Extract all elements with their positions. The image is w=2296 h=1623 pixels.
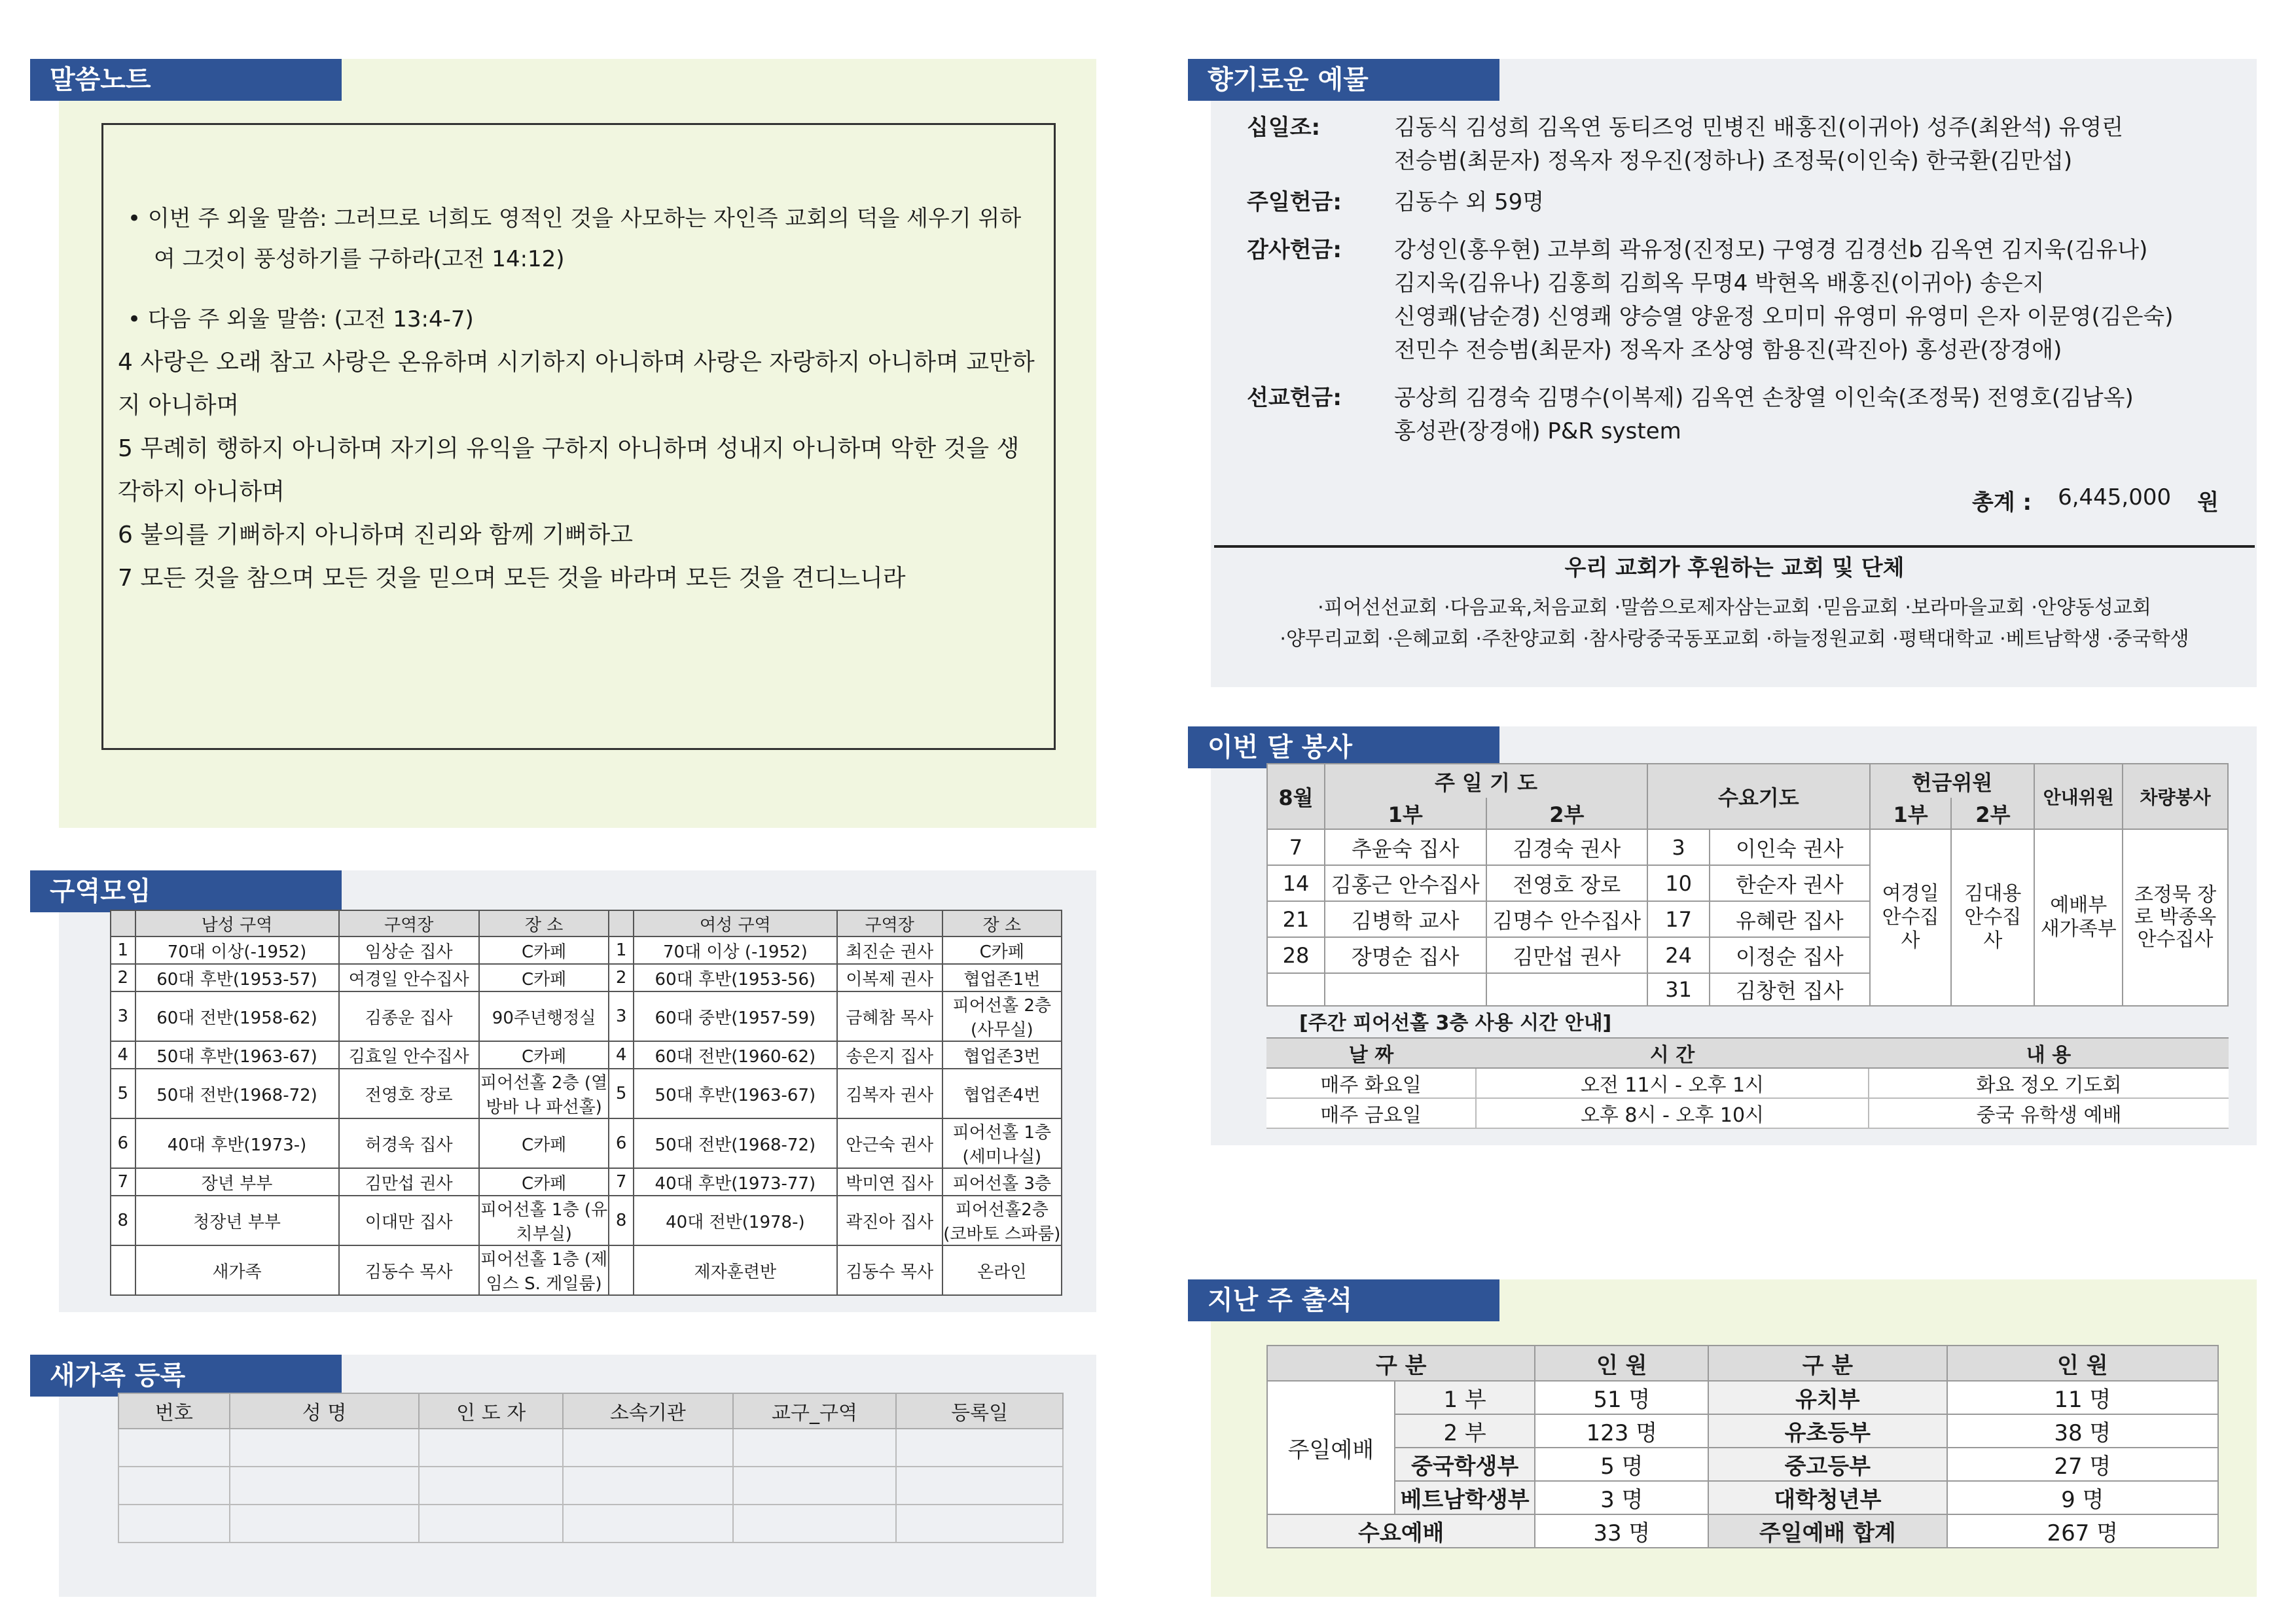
table-cell bbox=[1486, 973, 1648, 1006]
sunday-service-group: 주일예배 bbox=[1267, 1381, 1395, 1514]
table-cell: 60대 중반(1957-59) bbox=[634, 991, 837, 1041]
support-line-2: ·양무리교회 ·은혜교회 ·주찬양교회 ·참사랑중국동포교회 ·하늘정원교회 ·평택대학교 ·베트남학생 ·중국학생 bbox=[1280, 628, 2189, 651]
table-cell: 4 bbox=[609, 1041, 634, 1069]
table-cell: 9 명 bbox=[1947, 1481, 2218, 1514]
verse-6: 6 불의를 기뻐하지 아니하며 진리와 함께 기뻐하고 bbox=[118, 522, 634, 548]
table-cell bbox=[733, 1505, 897, 1543]
table-cell: 2 부 bbox=[1395, 1414, 1535, 1448]
table-cell: 화요 정오 기도회 bbox=[1869, 1068, 2229, 1098]
table-cell bbox=[419, 1429, 563, 1467]
table-row bbox=[1266, 1098, 2229, 1128]
table-row bbox=[1267, 1481, 2218, 1514]
guide-header: 안내위원 bbox=[2034, 764, 2123, 829]
table-row bbox=[1267, 1381, 2218, 1414]
sunday-total-count: 267 명 bbox=[1947, 1514, 2218, 1548]
offering-header: 향기로운 예물 bbox=[1188, 59, 1499, 101]
wed-prayer-header: 수요기도 bbox=[1647, 764, 1870, 829]
table-cell: 7 bbox=[1267, 829, 1325, 865]
total-value: 6,445,000 bbox=[2058, 484, 2172, 510]
table-cell bbox=[419, 1505, 563, 1543]
verse-5: 5 무례히 행하지 아니하며 자기의 유익을 구하지 아니하며 성내지 아니하며 악한 것을 생각하지 아니하며 bbox=[118, 435, 1020, 505]
table-cell: 김경숙 권사 bbox=[1486, 829, 1648, 865]
table-cell: 피어선홀 1층 (세미나실) bbox=[942, 1118, 1062, 1168]
table-cell bbox=[230, 1467, 420, 1505]
table-cell: 이인숙 권사 bbox=[1710, 829, 1870, 865]
table-cell: 피어선홀 2층 (사무실) bbox=[942, 991, 1062, 1041]
col-men-district: 남성 구역 bbox=[135, 910, 339, 936]
col-time: 시 간 bbox=[1476, 1038, 1869, 1068]
col-date: 등록일 bbox=[896, 1393, 1063, 1429]
month-cell: 8월 bbox=[1267, 764, 1325, 829]
table-cell: 피어선홀 1층 (제임스 S. 게일룸) bbox=[479, 1245, 609, 1295]
table-row bbox=[111, 1069, 1062, 1118]
table-row bbox=[1267, 829, 2228, 865]
table-cell: 1 부 bbox=[1395, 1381, 1535, 1414]
table-cell bbox=[896, 1467, 1063, 1505]
col-content: 내 용 bbox=[1869, 1038, 2229, 1068]
table-row bbox=[111, 1168, 1062, 1196]
table-cell: C카페 bbox=[479, 964, 609, 991]
support-title: 우리 교회가 후원하는 교회 및 단체 bbox=[1564, 555, 1905, 581]
table-cell: 한순자 권사 bbox=[1710, 865, 1870, 901]
table-cell: 14 bbox=[1267, 865, 1325, 901]
table-cell: 1 bbox=[111, 936, 135, 964]
table-cell bbox=[230, 1429, 420, 1467]
table-cell: 장년 부부 bbox=[135, 1168, 339, 1196]
table-cell: C카페 bbox=[479, 936, 609, 964]
table-cell: C카페 bbox=[479, 1168, 609, 1196]
wednesday-label: 수요예배 bbox=[1267, 1514, 1535, 1548]
table-cell: 2 bbox=[609, 964, 634, 991]
thanks-offering-label: 감사헌금: bbox=[1247, 237, 1342, 263]
table-cell: 38 명 bbox=[1947, 1414, 2218, 1448]
mission-offering-label: 선교헌금: bbox=[1247, 385, 1342, 411]
table-cell: 피어선홀 2층 (열방바 나 파선홀) bbox=[479, 1069, 609, 1118]
table-cell: 60대 전반(1958-62) bbox=[135, 991, 339, 1041]
table-cell: 40대 전반(1978-) bbox=[634, 1196, 837, 1245]
col-count-right: 인 원 bbox=[1947, 1346, 2218, 1381]
service-header: 이번 달 봉사 bbox=[1188, 726, 1499, 768]
table-cell: 1 bbox=[609, 936, 634, 964]
table-cell: 베트남학생부 bbox=[1395, 1481, 1535, 1514]
table-cell: 40대 후반(1973-77) bbox=[634, 1168, 837, 1196]
total-label: 총계 : bbox=[1971, 490, 2032, 516]
table-cell: 70대 이상(-1952) bbox=[135, 936, 339, 964]
support-line-1: ·피어선선교회 ·다음교육,처음교회 ·말씀으로제자삼는교회 ·믿음교회 ·보라마을교회 ·안양동성교회 bbox=[1318, 596, 2151, 619]
table-cell: 김동수 목사 bbox=[837, 1245, 942, 1295]
table-cell bbox=[1267, 973, 1325, 1006]
tithe-label: 십일조: bbox=[1247, 115, 1321, 141]
col-women-place: 장 소 bbox=[942, 910, 1062, 936]
table-cell: 50대 후반(1963-67) bbox=[135, 1041, 339, 1069]
table-cell: 안근숙 권사 bbox=[837, 1118, 942, 1168]
col-category-left: 구 분 bbox=[1267, 1346, 1535, 1381]
table-cell: 60대 후반(1953-56) bbox=[634, 964, 837, 991]
attendance-header: 지난 주 출석 bbox=[1188, 1279, 1499, 1321]
table-cell: 김종운 집사 bbox=[339, 991, 479, 1041]
table-cell: 여경일 안수집사 bbox=[339, 964, 479, 991]
table-row bbox=[1267, 1414, 2218, 1448]
table-row bbox=[1267, 1514, 2218, 1548]
table-cell: 27 명 bbox=[1947, 1448, 2218, 1481]
car-cell: 조정묵 장로 박종옥 안수집사 bbox=[2123, 829, 2228, 1006]
table-cell: 중고등부 bbox=[1708, 1448, 1946, 1481]
table-cell: 70대 이상 (-1952) bbox=[634, 936, 837, 964]
table-cell: 매주 화요일 bbox=[1266, 1068, 1476, 1098]
next-week-verse: • 다음 주 외울 말씀: (고전 13:4-7) bbox=[128, 306, 474, 332]
sermon-box bbox=[101, 123, 1056, 750]
table-cell: 7 bbox=[111, 1168, 135, 1196]
table-cell: 50대 전반(1968-72) bbox=[135, 1069, 339, 1118]
table-cell: 8 bbox=[111, 1196, 135, 1245]
thanks-offering-row: 감사헌금: 강성인(홍우현) 고부희 곽유정(진정모) 구영경 김경선b 김옥연 김지욱(김유나) 김지욱(김유나) 김홍희 김희옥 무명4 박현옥 배홍진(이귀아) 송은지 신영쾌(남순경) 신영쾌 양승열 양윤정 오미미 유영미 유영미 은자 이문영(김은숙) 전민수 전승범(최문자) 정옥자 조상영 함용진(곽진아) 홍성관(장경애) bbox=[1247, 234, 2229, 367]
table-cell: 11 명 bbox=[1947, 1381, 2218, 1414]
col-name: 성 명 bbox=[230, 1393, 420, 1429]
table-cell bbox=[563, 1467, 733, 1505]
sunday-total-label: 주일예배 합계 bbox=[1708, 1514, 1946, 1548]
table-cell: 김복자 권사 bbox=[837, 1069, 942, 1118]
table-cell: 3 bbox=[1647, 829, 1710, 865]
newcomer-header: 새가족 등록 bbox=[30, 1355, 342, 1397]
table-cell: 대학청년부 bbox=[1708, 1481, 1946, 1514]
table-cell: 이대만 집사 bbox=[339, 1196, 479, 1245]
table-cell: 10 bbox=[1647, 865, 1710, 901]
table-cell: 유치부 bbox=[1708, 1381, 1946, 1414]
col-count-left: 인 원 bbox=[1535, 1346, 1708, 1381]
col-guide: 인 도 자 bbox=[419, 1393, 563, 1429]
table-cell: 김효일 안수집사 bbox=[339, 1041, 479, 1069]
table-cell: 8 bbox=[609, 1196, 634, 1245]
total-unit: 원 bbox=[2197, 490, 2219, 516]
divider bbox=[1214, 545, 2255, 548]
col-category-right: 구 분 bbox=[1708, 1346, 1946, 1381]
offering-second: 김대용 안수집사 bbox=[1951, 829, 2034, 1006]
table-cell: 유초등부 bbox=[1708, 1414, 1946, 1448]
sermon-header: 말씀노트 bbox=[30, 59, 342, 101]
table-row bbox=[111, 991, 1062, 1041]
table-cell: 매주 금요일 bbox=[1266, 1098, 1476, 1128]
table-cell bbox=[118, 1505, 230, 1543]
first-service-header: 1부 bbox=[1325, 798, 1486, 829]
table-cell: 50대 후반(1963-67) bbox=[634, 1069, 837, 1118]
table-cell: 온라인 bbox=[942, 1245, 1062, 1295]
table-cell: 전영호 장로 bbox=[339, 1069, 479, 1118]
empty-row bbox=[118, 1429, 1063, 1467]
table-row bbox=[111, 1041, 1062, 1069]
table-cell bbox=[118, 1467, 230, 1505]
col-women-district: 여성 구역 bbox=[634, 910, 837, 936]
table-cell: C카페 bbox=[479, 1041, 609, 1069]
table-cell: 새가족 bbox=[135, 1245, 339, 1295]
table-cell: C카페 bbox=[479, 1118, 609, 1168]
verse-7: 7 모든 것을 참으며 모든 것을 믿으며 모든 것을 바라며 모든 것을 견디느니라 bbox=[118, 565, 906, 592]
table-cell: 김명수 안수집사 bbox=[1486, 901, 1648, 937]
table-cell: 24 bbox=[1647, 937, 1710, 973]
empty-row bbox=[118, 1505, 1063, 1543]
table-cell: 51 명 bbox=[1535, 1381, 1708, 1414]
table-cell bbox=[609, 1245, 634, 1295]
sunday-offering-label: 주일헌금: bbox=[1247, 189, 1342, 215]
table-cell: 청장년 부부 bbox=[135, 1196, 339, 1245]
table-cell: 장명순 집사 bbox=[1325, 937, 1486, 973]
sunday-offering-row: 주일헌금: 김동수 외 59명 bbox=[1247, 186, 2229, 219]
table-cell: 김만섭 권사 bbox=[339, 1168, 479, 1196]
col-department: 소속기관 bbox=[563, 1393, 733, 1429]
table-cell: 허경욱 집사 bbox=[339, 1118, 479, 1168]
col-number: 번호 bbox=[118, 1393, 230, 1429]
table-cell: 중국 유학생 예배 bbox=[1869, 1098, 2229, 1128]
offering-committee-header: 헌금위원 bbox=[1870, 764, 2035, 798]
table-cell bbox=[563, 1429, 733, 1467]
table-cell: 21 bbox=[1267, 901, 1325, 937]
table-cell: 김만섭 권사 bbox=[1486, 937, 1648, 973]
table-cell bbox=[230, 1505, 420, 1543]
table-cell: 3 bbox=[609, 991, 634, 1041]
table-cell: 5 bbox=[111, 1069, 135, 1118]
hall-schedule-table bbox=[1266, 1037, 2229, 1129]
empty-row bbox=[118, 1467, 1063, 1505]
col-day: 날 짜 bbox=[1266, 1038, 1476, 1068]
table-cell: 협업존4번 bbox=[942, 1069, 1062, 1118]
table-cell bbox=[733, 1467, 897, 1505]
col-women-leader: 구역장 bbox=[837, 910, 942, 936]
table-cell: 5 명 bbox=[1535, 1448, 1708, 1481]
table-cell: 오후 8시 - 오후 10시 bbox=[1476, 1098, 1869, 1128]
table-cell: 협업존3번 bbox=[942, 1041, 1062, 1069]
table-cell: 송은지 집사 bbox=[837, 1041, 942, 1069]
table-cell: 31 bbox=[1647, 973, 1710, 1006]
table-cell: C카페 bbox=[942, 936, 1062, 964]
table-row bbox=[111, 1245, 1062, 1295]
mission-offering-row: 선교헌금: 공상희 김경숙 김명수(이복제) 김옥연 손창열 이인숙(조정묵) 전영호(김남옥) 홍성관(장경애) P&R system bbox=[1247, 382, 2229, 448]
table-cell: 6 bbox=[609, 1118, 634, 1168]
table-cell: 6 bbox=[111, 1118, 135, 1168]
table-cell bbox=[896, 1505, 1063, 1543]
table-row bbox=[1266, 1068, 2229, 1098]
table-cell: 40대 후반(1973-) bbox=[135, 1118, 339, 1168]
table-row bbox=[111, 964, 1062, 991]
tithe-row: 십일조: 김동식 김성희 김옥연 동티즈엉 민병진 배홍진(이귀아) 성주(최완석) 유영린 전승범(최문자) 정옥자 정우진(정하나) 조정묵(이인숙) 한국환(김만섭) bbox=[1247, 111, 2229, 178]
table-cell: 곽진아 집사 bbox=[837, 1196, 942, 1245]
table-cell: 3 명 bbox=[1535, 1481, 1708, 1514]
col-men-leader: 구역장 bbox=[339, 910, 479, 936]
table-cell: 피어선홀 1층 (유치부실) bbox=[479, 1196, 609, 1245]
table-cell bbox=[1325, 973, 1486, 1006]
table-cell: 피어선홀2층 (코바토 스파룸) bbox=[942, 1196, 1062, 1245]
district-header: 구역모임 bbox=[30, 870, 342, 912]
attendance-table bbox=[1266, 1345, 2219, 1548]
guide-cell: 예배부 새가족부 bbox=[2034, 829, 2123, 1006]
table-cell: 김병학 교사 bbox=[1325, 901, 1486, 937]
table-cell: 김홍근 안수집사 bbox=[1325, 865, 1486, 901]
table-cell bbox=[563, 1505, 733, 1543]
table-cell: 전영호 장로 bbox=[1486, 865, 1648, 901]
table-cell bbox=[896, 1429, 1063, 1467]
table-cell: 60대 전반(1960-62) bbox=[634, 1041, 837, 1069]
offering-total bbox=[1885, 484, 2219, 516]
newcomer-table bbox=[118, 1393, 1064, 1543]
table-cell: 60대 후반(1953-57) bbox=[135, 964, 339, 991]
table-cell: 제자훈련반 bbox=[634, 1245, 837, 1295]
offering-first: 여경일 안수집사 bbox=[1870, 829, 1952, 1006]
table-cell: 임상순 집사 bbox=[339, 936, 479, 964]
table-cell bbox=[419, 1467, 563, 1505]
col-district: 교구_구역 bbox=[733, 1393, 897, 1429]
table-cell: 중국학생부 bbox=[1395, 1448, 1535, 1481]
verse-4: 4 사랑은 오래 참고 사랑은 온유하며 시기하지 아니하며 사랑은 자랑하지 아니하며 교만하지 아니하며 bbox=[118, 349, 1035, 419]
table-cell: 피어선홀 3층 bbox=[942, 1168, 1062, 1196]
table-cell: 금혜참 목사 bbox=[837, 991, 942, 1041]
this-week-verse: • 이번 주 외울 말씀: 그러므로 너희도 영적인 것을 사모하는 자인즉 교회의 덕을 세우기 위하여 그것이 풍성하기를 구하라(고전 14:12) bbox=[128, 205, 1022, 272]
offer-second-header: 2부 bbox=[1951, 798, 2034, 829]
table-cell: 50대 전반(1968-72) bbox=[634, 1118, 837, 1168]
table-cell bbox=[733, 1429, 897, 1467]
table-cell: 오전 11시 - 오후 1시 bbox=[1476, 1068, 1869, 1098]
table-cell: 김동수 목사 bbox=[339, 1245, 479, 1295]
sunday-prayer-header: 주 일 기 도 bbox=[1325, 764, 1647, 798]
table-row bbox=[1267, 1448, 2218, 1481]
table-row bbox=[111, 936, 1062, 964]
table-cell: 최진순 권사 bbox=[837, 936, 942, 964]
table-cell: 7 bbox=[609, 1168, 634, 1196]
wednesday-count: 33 명 bbox=[1535, 1514, 1708, 1548]
table-cell: 123 명 bbox=[1535, 1414, 1708, 1448]
offering-list bbox=[1247, 111, 2229, 448]
table-cell: 김창헌 집사 bbox=[1710, 973, 1870, 1006]
car-header: 차량봉사 bbox=[2123, 764, 2228, 829]
table-cell: 이복제 권사 bbox=[837, 964, 942, 991]
table-cell bbox=[118, 1429, 230, 1467]
service-table bbox=[1266, 763, 2229, 1007]
second-service-header: 2부 bbox=[1486, 798, 1648, 829]
table-cell: 4 bbox=[111, 1041, 135, 1069]
table-cell: 28 bbox=[1267, 937, 1325, 973]
table-cell: 3 bbox=[111, 991, 135, 1041]
table-row bbox=[111, 1118, 1062, 1168]
offer-first-header: 1부 bbox=[1870, 798, 1952, 829]
table-cell: 2 bbox=[111, 964, 135, 991]
district-table bbox=[110, 910, 1062, 1296]
table-cell: 협업존1번 bbox=[942, 964, 1062, 991]
table-cell: 추윤숙 집사 bbox=[1325, 829, 1486, 865]
table-cell: 박미연 집사 bbox=[837, 1168, 942, 1196]
table-cell: 5 bbox=[609, 1069, 634, 1118]
table-cell: 17 bbox=[1647, 901, 1710, 937]
this-week-text: 이번 주 외울 말씀: 그러므로 너희도 영적인 것을 사모하는 자인즉 교회의 덕을 세우기 위하여 그것이 풍성하기를 구하라(고전 14:12) bbox=[147, 205, 1022, 272]
table-cell: 유혜란 집사 bbox=[1710, 901, 1870, 937]
table-cell: 90주년행정실 bbox=[479, 991, 609, 1041]
col-men-place: 장 소 bbox=[479, 910, 609, 936]
table-row bbox=[111, 1196, 1062, 1245]
table-cell: 이정순 집사 bbox=[1710, 937, 1870, 973]
hall-schedule-title: [주간 피어선홀 3층 사용 시간 안내] bbox=[1299, 1012, 1612, 1035]
table-cell bbox=[111, 1245, 135, 1295]
next-week-text: 다음 주 외울 말씀: (고전 13:4-7) bbox=[147, 306, 474, 332]
